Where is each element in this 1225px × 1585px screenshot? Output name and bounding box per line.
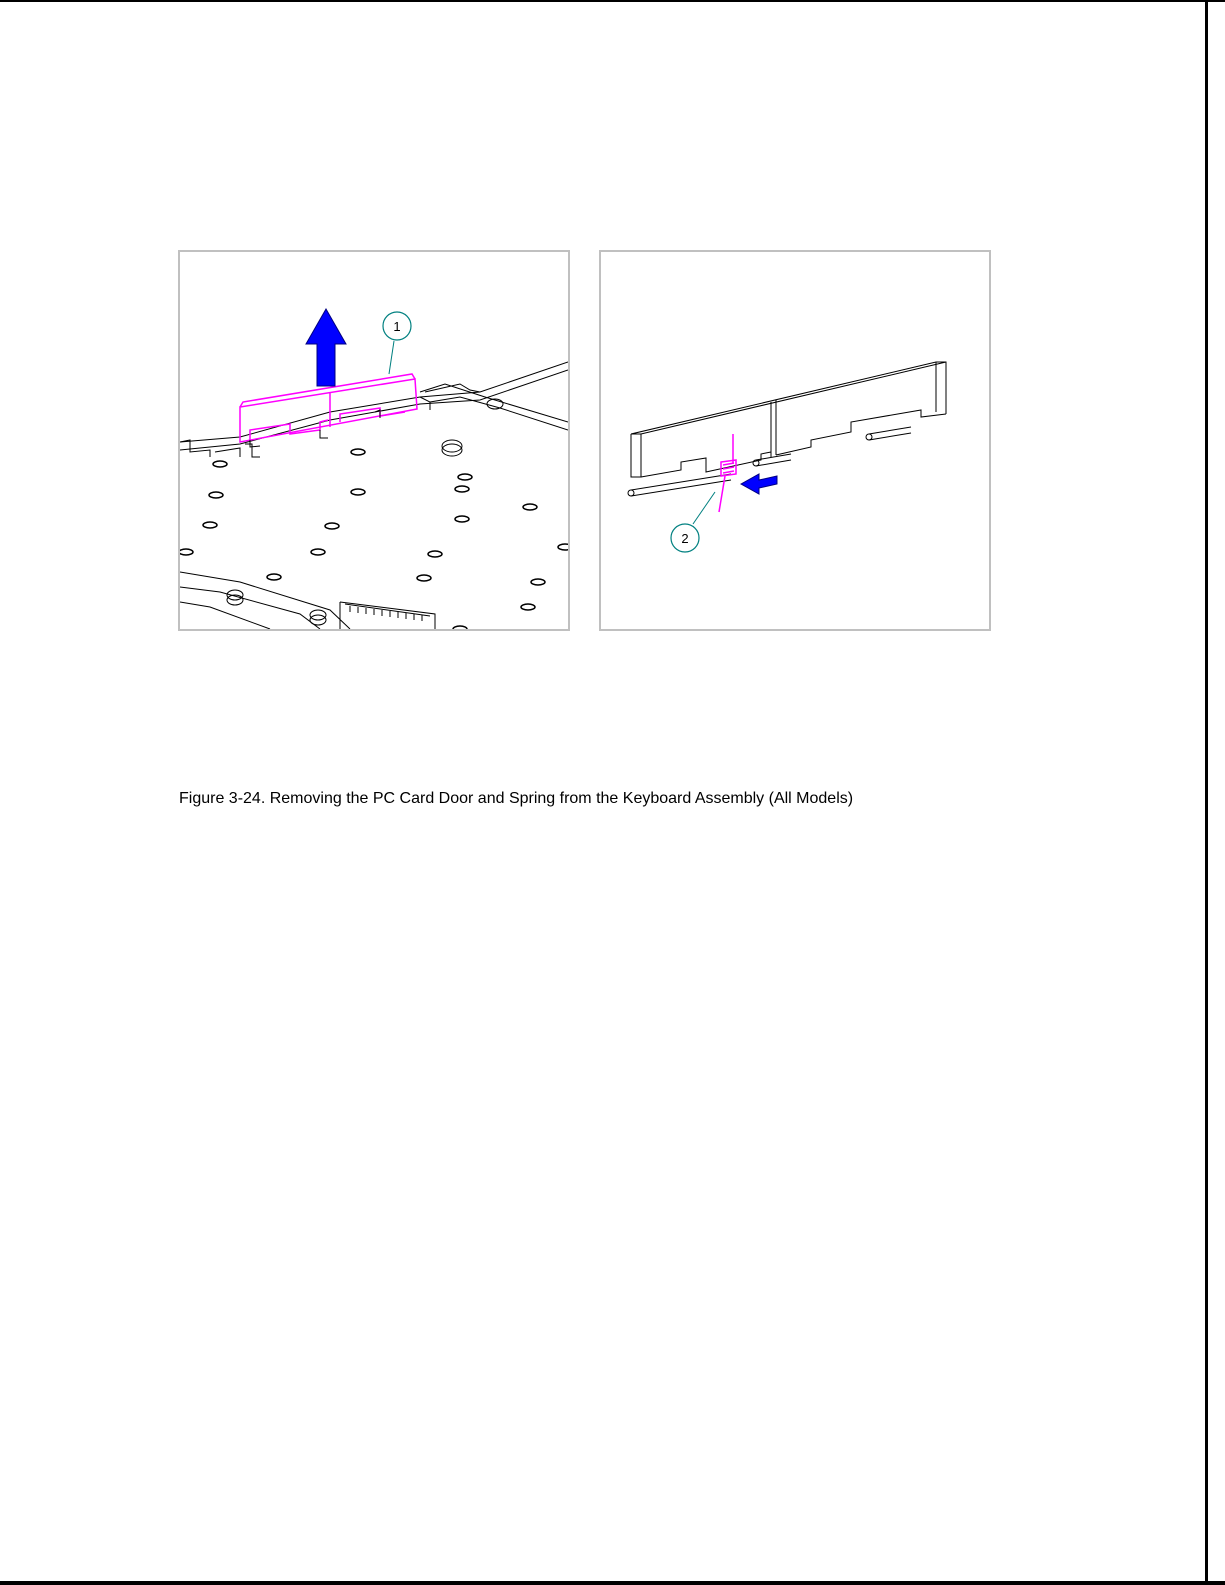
page-border-bottom [0, 1581, 1225, 1585]
figure-panel-door-removal [178, 250, 570, 631]
callout-number-2: 2 [681, 531, 689, 546]
page-border-right [1205, 0, 1208, 1585]
figure-panel-spring-removal [599, 250, 991, 631]
door-removal-illustration [180, 252, 568, 629]
page-border-top [0, 0, 1225, 2]
lift-up-arrow-icon [306, 309, 346, 386]
callout-leader-line [693, 492, 715, 524]
spring-removal-illustration [601, 252, 989, 629]
slide-left-arrow-icon [741, 474, 777, 494]
spring-highlight [719, 434, 736, 512]
figure-caption: Figure 3-24. Removing the PC Card Door and Spring from the Keyboard Assembly (All Models) [179, 790, 854, 807]
callout-leader-line [389, 341, 394, 374]
callout-number-1: 1 [393, 319, 401, 334]
